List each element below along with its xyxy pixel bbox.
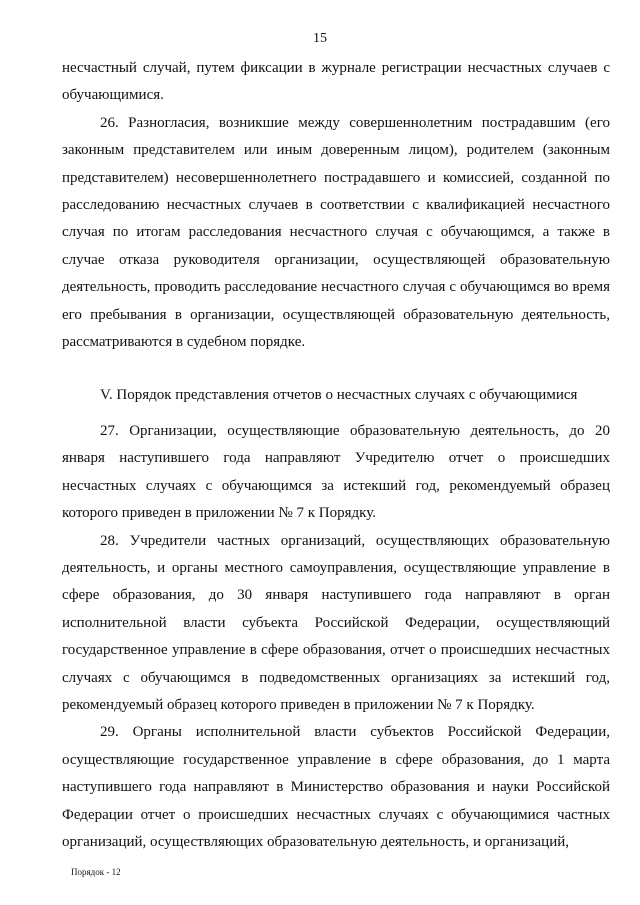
paragraph-27: 27. Организации, осуществляющие образовательную деятельность, до 20 января наступившего года направляют Учредителю отчет о происшедших несчастных случаях с обучающимся за истекший год, рекомендуемый образец которого приведен в приложении № 7 к Порядку. [62,422,610,522]
paragraph-28: 28. Учредители частных организаций, осуществляющих образовательную деятельность, и органы местного самоуправления, осуществляющие управление в сфере образования, до 30 января наступившего года направляют в орган исполнительной власти субъекта Российской Федерации, осуществляющий государственное управление в сфере образования, отчет о происшедших несчастных случаях с обучающимся в подведомственных организациях за истекший год, рекомендуемый образец которого приведен в приложении № 7 к Порядку. [62,532,610,713]
page-number: 15 [313,31,327,46]
document-body [62,55,610,856]
paragraph-continuation: несчастный случай, путем фиксации в журнале регистрации несчастных случаев с обучающимися. [62,60,610,104]
page-footer: Порядок - 12 [71,867,121,877]
paragraph-26: 26. Разногласия, возникшие между совершеннолетним пострадавшим (его законным представителем или иным доверенным лицом), родителем (законным представителем) несовершеннолетнего пострадавшего и комиссией, созданной по расследованию несчастных случаев в соответствии с квалификацией несчастного случая по итогам расследования несчастного случая с обучающимся, а также в случае отказа руководителя организации, осуществляющей образовательную деятельность, проводить расследование несчастного случая с обучающимся во время его пребывания в организации, осуществляющей образовательную деятельность, рассматриваются в судебном порядке. [62,114,610,351]
paragraph-29: 29. Органы исполнительной власти субъектов Российской Федерации, осуществляющие государственное управление в сфере образования, до 1 марта наступившего года направляют в Министерство образования и науки Российской Федерации отчет о происшедших несчастных случаях с обучающимися частных организаций, осуществляющих образовательную деятельность, и организаций, [62,724,610,850]
section-heading-v: V. Порядок представления отчетов о несчастных случаях с обучающимися [100,387,578,404]
